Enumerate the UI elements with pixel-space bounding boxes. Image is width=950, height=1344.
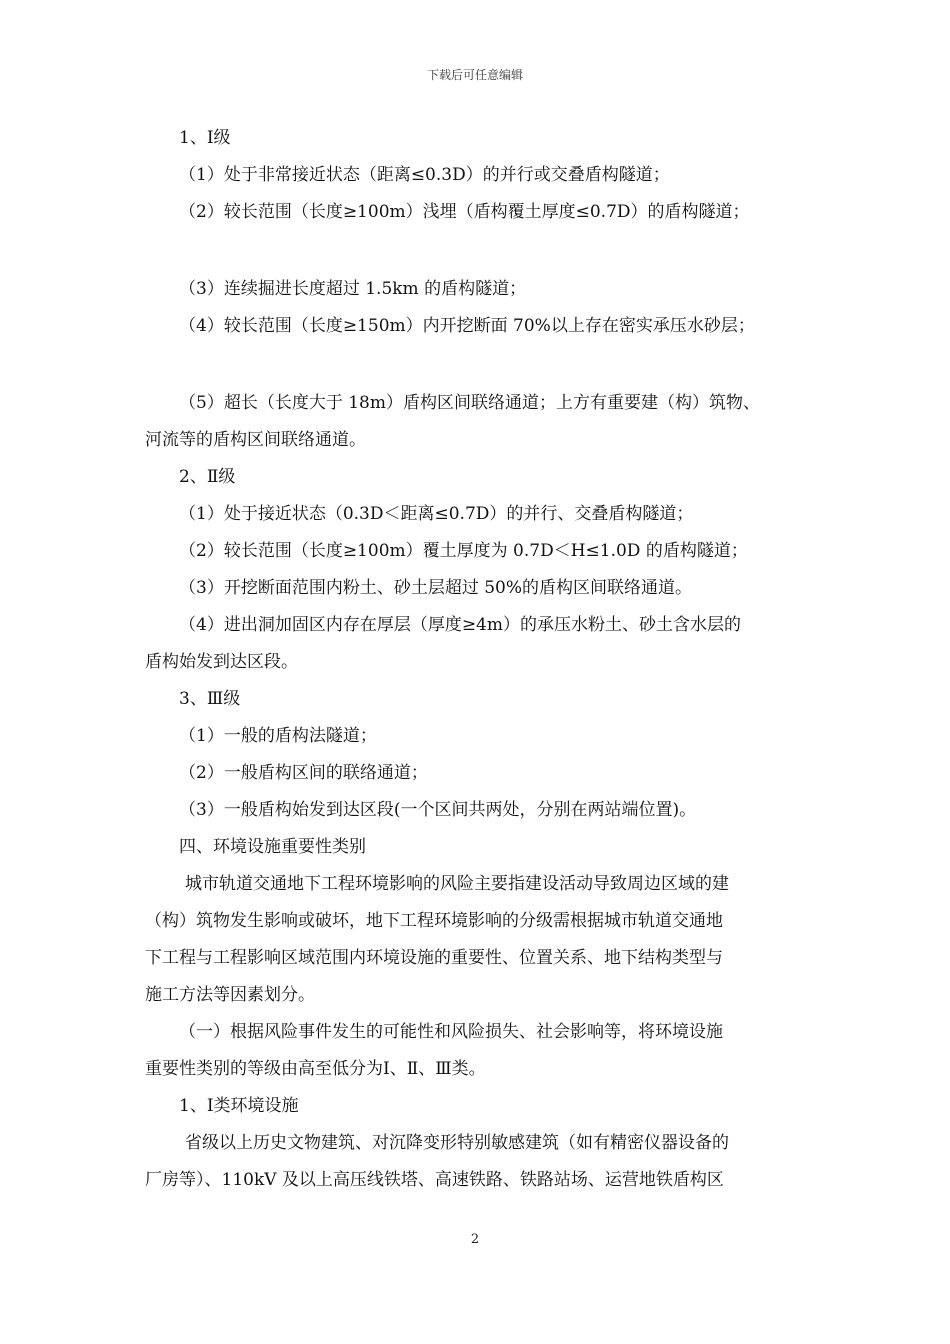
list-item-continuation: 河流等的盾构区间联络通道。 [145,430,366,450]
list-item: （1）一般的盾构法隧道； [179,726,377,746]
list-item: （1）处于非常接近状态（距离≤0.3D）的并行或交叠盾构隧道； [179,165,670,185]
paragraph-text: 下工程与工程影响区域范围内环境设施的重要性、位置关系、地下结构类型与 [145,948,723,968]
paragraph-text: （一）根据风险事件发生的可能性和风险损失、社会影响等，将环境设施 [179,1022,723,1042]
list-item: （3）开挖断面范围内粉土、砂土层超过 50%的盾构区间联络通道。 [179,578,693,598]
heading-level-2: 2、Ⅱ级 [179,467,236,487]
list-item: （2）一般盾构区间的联络通道； [179,763,428,783]
page-header: 下载后可任意编辑 [426,68,523,82]
subsection-heading: 1、Ⅰ类环境设施 [179,1096,299,1116]
section-heading: 四、环境设施重要性类别 [179,837,366,857]
blank-line [145,231,810,271]
page-number: 2 [470,1232,480,1247]
heading-level-3: 3、Ⅲ级 [179,689,241,709]
blank-line [145,345,810,385]
list-item: （2）较长范围（长度≥100m）浅埋（盾构覆土厚度≤0.7D）的盾构隧道； [179,202,750,222]
list-item-continuation: 盾构始发到达区段。 [145,652,298,672]
paragraph-text: 厂房等）、110kV 及以上高压线铁塔、高速铁路、铁路站场、运营地铁盾构区 [145,1170,724,1190]
paragraph-text: 施工方法等因素划分。 [145,985,315,1005]
list-item: （3）一般盾构始发到达区段(一个区间共两处，分别在两站端位置)。 [179,800,697,820]
list-item: （5）超长（长度大于 18m）盾构区间联络通道；上方有重要建（构）筑物、 [179,393,760,413]
paragraph-text: 省级以上历史文物建筑、对沉降变形特别敏感建筑（如有精密仪器设备的 [185,1133,729,1153]
heading-level-1: 1、Ⅰ级 [179,128,231,148]
paragraph-text: 城市轨道交通地下工程环境影响的风险主要指建设活动导致周边区域的建 [185,874,729,894]
list-item: （2）较长范围（长度≥100m）覆土厚度为 0.7D＜H≤1.0D 的盾构隧道； [179,541,748,561]
list-item: （1）处于接近状态（0.3D＜距离≤0.7D）的并行、交叠盾构隧道； [179,504,694,524]
list-item: （4）进出洞加固区内存在厚层（厚度≥4m）的承压水粉土、砂土含水层的 [179,615,741,635]
paragraph-text: （构）筑物发生影响或破坏，地下工程环境影响的分级需根据城市轨道交通地 [145,911,723,931]
list-item: （4）较长范围（长度≥150m）内开挖断面 70%以上存在密实承压水砂层； [179,316,755,336]
list-item: （3）连续掘进长度超过 1.5km 的盾构隧道； [179,279,527,299]
paragraph-text: 重要性类别的等级由高至低分为Ⅰ、Ⅱ、Ⅲ类。 [145,1059,486,1079]
document-body [145,120,810,1199]
